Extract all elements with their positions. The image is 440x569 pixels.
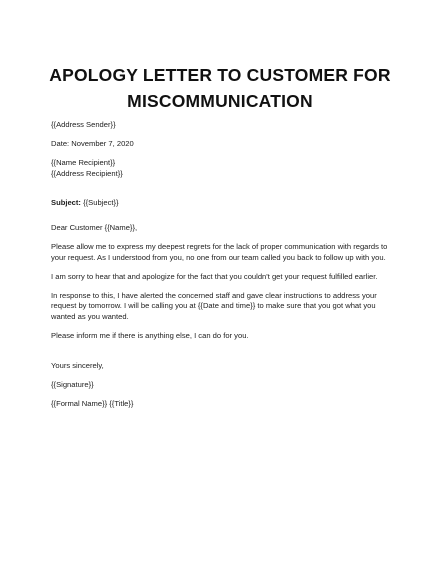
signature: {{Signature}} — [51, 379, 94, 389]
subject-label: Subject: — [51, 198, 81, 208]
letter-title — [0, 62, 440, 114]
address-sender: {{Address Sender}} — [51, 120, 116, 129]
closing: Yours sincerely, — [51, 360, 104, 370]
subject-line — [51, 198, 396, 209]
paragraph-3: In response to this, I have alerted the concerned staff and gave clear instructions to address your request by tomorrow. I will be calling you at {{Date and time}} to make sure that you got what you wanted as you wanted. — [51, 290, 377, 322]
paragraph-2: I am sorry to hear that and apologize for the fact that you couldn't get your request fulfilled earlier. — [51, 271, 378, 281]
name-recipient: {{Name Recipient}} — [51, 158, 116, 168]
letter-body — [51, 120, 396, 410]
title-line-1: APOLOGY LETTER TO CUSTOMER FOR — [49, 65, 391, 85]
title-line-2: MISCOMMUNICATION — [127, 91, 313, 111]
subject-value: {{Subject}} — [80, 198, 119, 208]
address-recipient: {{Address Recipient}} — [51, 168, 123, 178]
formal-name-title: {{Formal Name}} {{Title}} — [51, 398, 134, 408]
salutation: Dear Customer {{Name}}, — [51, 222, 138, 232]
paragraph-1: Please allow me to express my deepest regrets for the lack of proper communication with regards to your request. As I understood from you, no one from our team called you back to follow up with you. — [51, 242, 388, 262]
letter-date: Date: November 7, 2020 — [51, 139, 134, 149]
paragraph-4: Please inform me if there is anything else, I can do for you. — [51, 331, 249, 341]
